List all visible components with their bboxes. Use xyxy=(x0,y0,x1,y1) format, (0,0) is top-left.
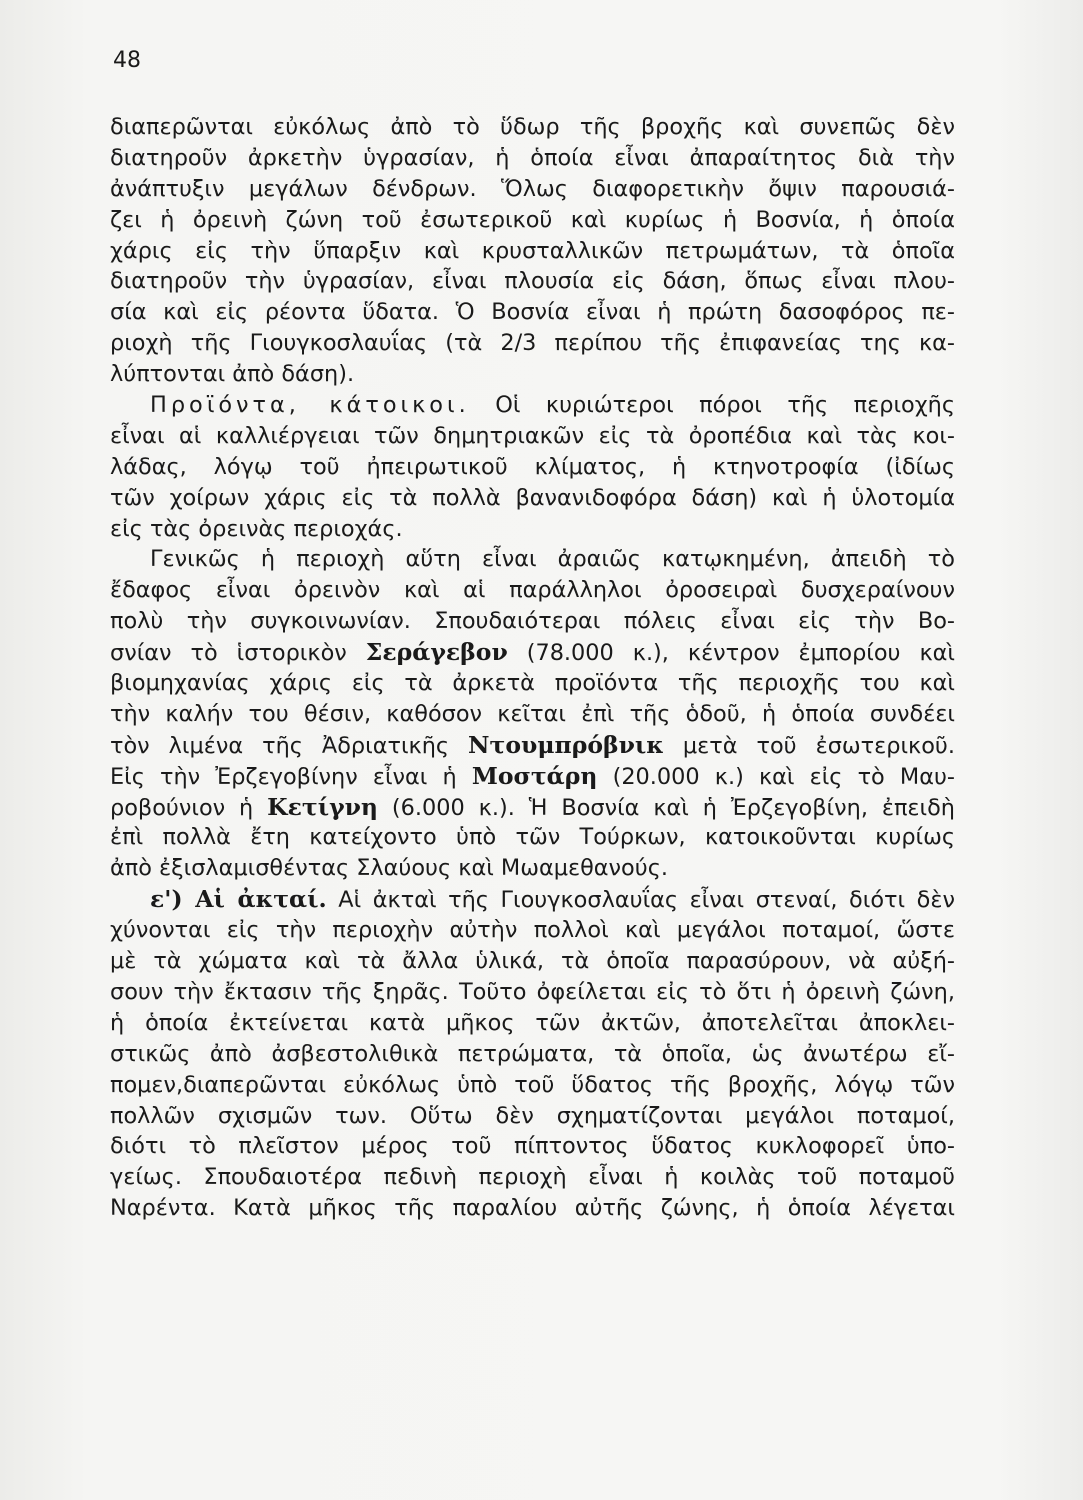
text-line xyxy=(110,297,955,328)
text-line xyxy=(110,359,955,390)
spaced-heading: Προϊόντα, κάτοικοι. xyxy=(150,392,470,419)
text-line xyxy=(110,1162,955,1193)
text-line xyxy=(110,483,955,514)
text-line xyxy=(110,143,955,174)
text-run: ζει ἡ ὀρεινὴ ζώνη τοῦ ἐσωτερικοῦ καὶ κυρίως ἡ Βοσνία, ἡ ὁποία xyxy=(110,206,955,233)
text-run: βιομηχανίας χάρις εἰς τὰ ἀρκετὰ προϊόντα τῆς περιοχῆς του καὶ xyxy=(110,670,955,697)
text-run: Γενικῶς ἡ περιοχὴ αὕτη εἶναι ἀραιῶς κατῳκημένη, ἀπειδὴ τὸ xyxy=(150,546,955,573)
bold-term: Ντουμπρόβνικ xyxy=(468,730,664,759)
text-line xyxy=(110,606,955,637)
text-line xyxy=(110,174,955,205)
text-line xyxy=(110,1008,955,1039)
text-run: τὸν λιμένα τῆς Ἀδριατικῆς xyxy=(110,732,469,759)
text-line xyxy=(110,236,955,267)
text-run: εἶναι αἱ καλλιέργειαι τῶν δημητριακῶν εἰς τὰ ὀροπέδια καὶ τὰς κοι- xyxy=(110,422,955,449)
text-line xyxy=(110,1193,955,1224)
text-line xyxy=(110,946,955,977)
bold-term: Μοστάρη xyxy=(471,761,598,790)
text-run: ἡ ὁποία ἐκτείνεται κατὰ μῆκος τῶν ἀκτῶν, ἀποτελεῖται ἀποκλει- xyxy=(110,1009,955,1036)
text-run: ἔδαφος εἶναι ὀρεινὸν καὶ αἱ παράλληλοι ὀροσειραὶ δυσχεραίνουν xyxy=(110,577,955,604)
text-run: λάδας, λόγῳ τοῦ ἠπειρωτικοῦ κλίματος, ἡ κτηνοτροφία (ἰδίως xyxy=(110,453,955,480)
text-line xyxy=(110,575,955,606)
text-line xyxy=(110,730,955,761)
text-run: πομεν,διαπερῶνται εὐκόλως ὑπὸ τοῦ ὕδατος τῆς βροχῆς, λόγῳ τῶν xyxy=(110,1071,955,1098)
text-run: (6.000 κ.). Ἡ Βοσνία καὶ ἡ Ἐρζεγοβίνη, ἐπειδὴ xyxy=(377,794,955,821)
text-line xyxy=(110,514,955,545)
text-run: Εἰς τὴν Ἐρζεγοβίνην εἶναι ἡ xyxy=(110,763,472,790)
text-run: διατηροῦν ἀρκετὴν ὑγρασίαν, ἡ ὁποία εἶναι ἀπαραίτητος διὰ τὴν xyxy=(110,144,955,171)
text-run: σία καὶ εἰς ρέοντα ὕδατα. Ὁ Βοσνία εἶναι ἡ πρώτη δασοφόρος πε- xyxy=(110,299,955,326)
text-run: γείως. Σπουδαιοτέρα πεδινὴ περιοχὴ εἶναι ἡ κοιλὰς τοῦ ποταμοῦ xyxy=(110,1164,955,1191)
text-line xyxy=(110,328,955,359)
text-run: σουν τὴν ἔκτασιν τῆς ξηρᾶς. Τοῦτο ὀφείλεται εἰς τὸ ὅτι ἡ ὀρεινὴ ζώνη, xyxy=(110,978,955,1005)
text-line xyxy=(110,421,955,452)
text-run: πολλῶν σχισμῶν των. Οὕτω δὲν σχηματίζονται μεγάλοι ποταμοί, xyxy=(110,1102,955,1129)
text-run: τὴν καλήν του θέσιν, καθόσον κεῖται ἐπὶ τῆς ὁδοῦ, ἡ ὁποία συνδέει xyxy=(110,700,955,727)
text-run: στικῶς ἀπὸ ἀσβεστολιθικὰ πετρώματα, τὰ ὁποῖα, ὡς ἀνωτέρω εἴ- xyxy=(110,1040,955,1067)
text-line xyxy=(110,792,955,823)
text-run: ριοχὴ τῆς Γιουγκοσλαυΐας (τὰ 2/3 περίπου τῆς ἐπιφανείας της κα- xyxy=(110,330,955,357)
text-line xyxy=(110,884,955,915)
text-run: πολὺ τὴν συγκοινωνίαν. Σπουδαιότεραι πόλεις εἶναι εἰς τὴν Βο- xyxy=(110,608,955,635)
text-line xyxy=(110,390,955,421)
body-text xyxy=(110,112,955,1224)
text-line xyxy=(110,544,955,575)
text-run: χύνονται εἰς τὴν περιοχὴν αὐτὴν πολλοὶ καὶ μεγάλοι ποταμοί, ὥστε xyxy=(110,917,955,944)
text-line xyxy=(110,205,955,236)
text-line xyxy=(110,915,955,946)
text-line xyxy=(110,266,955,297)
bold-term: Κετίγνη xyxy=(267,792,378,821)
text-run: ἀνάπτυξιν μεγάλων δένδρων. Ὅλως διαφορετικὴν ὄψιν παρουσιά- xyxy=(110,175,955,202)
text-run: (78.000 κ.), κέντρον ἐμπορίου καὶ xyxy=(507,640,956,667)
text-run: λύπτονται ἀπὸ δάση). xyxy=(110,361,355,388)
text-line xyxy=(110,853,955,884)
text-run: ροβούνιον ἡ xyxy=(110,794,268,821)
bold-term: Σεράγεβον xyxy=(365,638,508,667)
text-run: ἀπὸ ἐξισλαμισθέντας Σλαύους καὶ Μωαμεθανούς. xyxy=(110,855,668,882)
text-run: διαπερῶνται εὐκόλως ἀπὸ τὸ ὕδωρ τῆς βροχῆς καὶ συνεπῶς δὲν xyxy=(110,114,955,140)
text-line xyxy=(110,699,955,730)
text-line xyxy=(110,637,955,668)
text-run: χάρις εἰς τὴν ὕπαρξιν καὶ κρυσταλλικῶν πετρωμάτων, τὰ ὁποῖα xyxy=(110,237,955,264)
text-run: διότι τὸ πλεῖστον μέρος τοῦ πίπτοντος ὕδατος κυκλοφορεῖ ὑπο- xyxy=(110,1133,955,1160)
text-line xyxy=(110,822,955,853)
text-run: μὲ τὰ χώματα καὶ τὰ ἄλλα ὑλικά, τὰ ὁποῖα παρασύρουν, νὰ αὐξή- xyxy=(110,948,955,975)
text-line xyxy=(110,1101,955,1132)
text-run: Οἱ κυριώτεροι πόροι τῆς περιοχῆς xyxy=(469,392,955,419)
text-line xyxy=(110,452,955,483)
text-line xyxy=(110,761,955,792)
text-run: τῶν χοίρων χάρις εἰς τὰ πολλὰ βανανιδοφόρα δάση) καὶ ἡ ὑλοτομία xyxy=(110,484,955,511)
page-number: 48 xyxy=(113,48,141,73)
text-line xyxy=(110,112,955,143)
text-run: σνίαν τὸ ἱστορικὸν xyxy=(110,640,366,667)
text-run: διατηροῦν τὴν ὑγρασίαν, εἶναι πλουσία εἰς δάση, ὅπως εἶναι πλου- xyxy=(110,268,955,295)
text-run: μετὰ τοῦ ἐσωτερικοῦ. xyxy=(663,732,955,759)
text-line xyxy=(110,977,955,1008)
text-run: Αἱ ἀκταὶ τῆς Γιουγκοσλαυΐας εἶναι στεναί, διότι δὲν xyxy=(326,887,955,914)
text-line xyxy=(110,1070,955,1101)
text-run: ἐπὶ πολλὰ ἔτη κατείχοντο ὑπὸ τῶν Τούρκων, κατοικοῦνται κυρίως xyxy=(110,824,955,851)
text-run: (20.000 κ.) καὶ εἰς τὸ Μαυ- xyxy=(597,763,955,790)
text-line xyxy=(110,668,955,699)
text-line xyxy=(110,1039,955,1070)
text-run: εἰς τὰς ὀρεινὰς περιοχάς. xyxy=(110,515,403,542)
bold-term: ε') Αἱ ἀκταί. xyxy=(150,885,327,914)
text-run: Ναρέντα. Κατὰ μῆκος τῆς παραλίου αὐτῆς ζώνης, ἡ ὁποία λέγεται xyxy=(110,1195,955,1222)
text-line xyxy=(110,1131,955,1162)
